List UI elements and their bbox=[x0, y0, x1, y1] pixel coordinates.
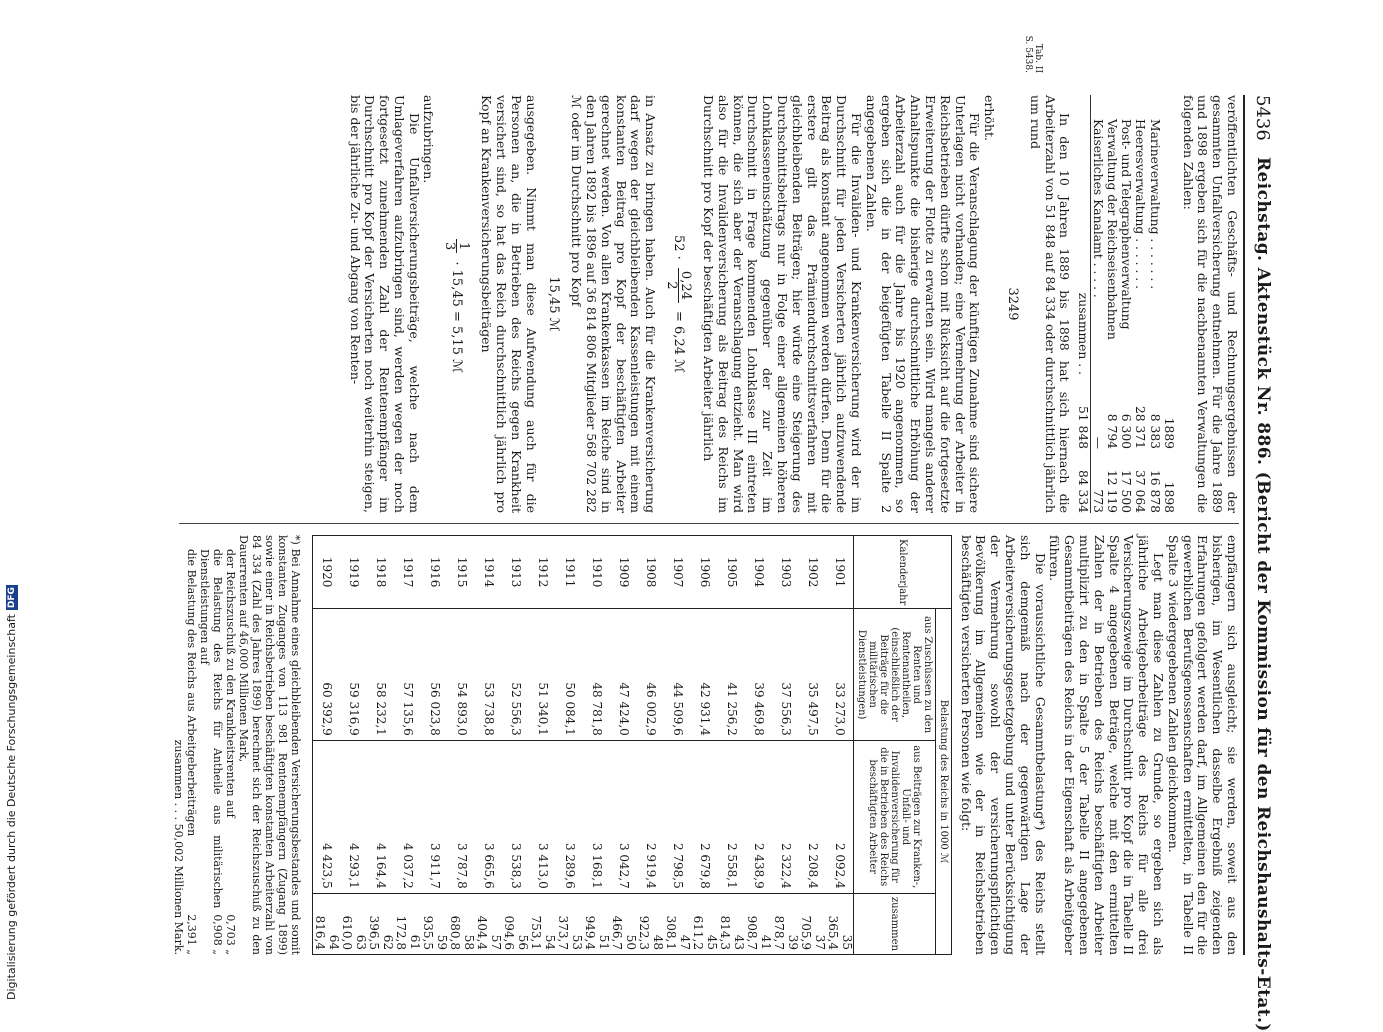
total-cell: 56 094,6 bbox=[502, 893, 529, 954]
table-row bbox=[312, 536, 340, 955]
paragraph: empfängern sich ausgleicht; sie werden, soweit aus den bisherigen, im Wesentlichen dasselbe Ergebniß zeigenden Erfahrungen gefolgert werden darf, im Allgemeinen den für die gewerblichen Berufsgenossenschaften ermittelten, in Tabelle II Spalte 3 wiedergegebenen Zahlen gleichkommen. bbox=[1165, 535, 1240, 955]
table-row bbox=[367, 536, 394, 955]
year-cell: 1905 bbox=[718, 536, 745, 609]
stats-value: 16 878 bbox=[1147, 469, 1162, 513]
table-row bbox=[475, 536, 502, 955]
footnote-value: 2,391 „ bbox=[184, 914, 198, 955]
table-row bbox=[529, 536, 556, 955]
year-cell: 1920 bbox=[312, 536, 340, 609]
total-cell: 64 816,4 bbox=[312, 893, 340, 954]
total-cell: 63 610,0 bbox=[340, 893, 367, 954]
year-cell: 1911 bbox=[556, 536, 583, 609]
contributions-cell: 2 322,4 bbox=[772, 740, 799, 893]
formula-sickness-average: 15,45 ℳ bbox=[546, 276, 562, 332]
stats-label: Heeresverwaltung . . . . . . . bbox=[1133, 119, 1148, 290]
paragraph: Für die Veranschlagung der künftigen Zunahme sind sichere Unterlagen nicht vorhanden; eine Vermehrung der Arbeiter in Reichsbetrieben dürfte schon mit Rücksicht auf die fortgesetzte Erweiterung der Flotte zu erwarten sein. Wird mangels anderer Anhaltspunkte die bisherige durchschnittliche Erhöhung der Arbeiterzahl auch für die Jahre bis 1920 angenommen, so ergeben sich die in der beigefügten Tabelle II Spalte 2 angegebenen Zahlen. bbox=[863, 95, 983, 513]
footnote-total: zusammen . . . 50,002 Millionen Mark. bbox=[171, 739, 185, 955]
footnote-intro: *) Bei Annahme eines gleichbleibenden Versicherungsbestandes und somit konstanten Zuganges von 113 981 Rentenempfängern (Zugang 1899) sowie einer in Reichsbetrieben beschäftigten konstanten Arbeiterzahl von 84 334 (Zahl des Jahres 1899) berechnet sich der Reichszuschuß zu den Dauerrenten auf 46,000 Millionen Mark, bbox=[236, 535, 302, 955]
footnote-line bbox=[198, 535, 224, 955]
formula-invalidity bbox=[665, 95, 692, 513]
table-row bbox=[610, 536, 637, 955]
contributions-cell: 2 679,8 bbox=[691, 740, 718, 893]
total-cell: 50 466,7 bbox=[610, 893, 637, 954]
subsidies-cell: 37 556,3 bbox=[772, 609, 799, 740]
total-cell: 45 611,2 bbox=[691, 893, 718, 954]
paragraph: veröffentlichten Geschäfts- und Rechnungsergebnissen der gesammten Unfallversicherung entnehmen. Für die Jahre 1889 und 1898 ergeben sich für die nachbenannten Verwaltungen die folgenden Zahlen: bbox=[1180, 95, 1240, 513]
table-row bbox=[1090, 95, 1105, 513]
subsidies-cell: 51 340,1 bbox=[529, 609, 556, 740]
stats-label: Marineverwaltung . . . . . . . bbox=[1147, 119, 1162, 290]
total-cell: 51 949,4 bbox=[583, 893, 610, 954]
total-cell: 57 404,4 bbox=[475, 893, 502, 954]
subsidies-cell: 46 002,9 bbox=[637, 609, 664, 740]
stats-label: Verwaltung der Reichseisenbahnen bbox=[1105, 119, 1119, 340]
left-column bbox=[179, 95, 1239, 513]
total-cell: 54 753,1 bbox=[529, 893, 556, 954]
table-row bbox=[340, 536, 367, 955]
fraction-denominator: 2 bbox=[664, 281, 680, 290]
stats-value: 6 300 bbox=[1119, 413, 1134, 449]
contributions-cell: 3 911,7 bbox=[421, 740, 448, 893]
paragraph-end: erhöht. bbox=[982, 95, 998, 141]
subsidies-cell: 58 232,1 bbox=[367, 609, 394, 740]
total-cell: 39 878,7 bbox=[772, 893, 799, 954]
formula-part: · 15,45 = 5,15 ℳ bbox=[449, 261, 465, 374]
year-cell: 1915 bbox=[448, 536, 475, 609]
table-row bbox=[502, 536, 529, 955]
table-row bbox=[583, 536, 610, 955]
contributions-cell: 4 037,2 bbox=[394, 740, 421, 893]
subsidies-cell: 57 135,6 bbox=[394, 609, 421, 740]
contributions-cell: 2 798,5 bbox=[664, 740, 691, 893]
column-header-year: Kalenderjahr bbox=[853, 536, 951, 609]
paragraph: In den 10 Jahren 1889 bis 1898 hat sich hiernach die Arbeiterzahl von 51 848 auf 84 334 oder durchschnittlich jährlich um rund bbox=[1027, 95, 1073, 513]
year-cell: 1919 bbox=[340, 536, 367, 609]
contributions-cell: 3 289,6 bbox=[556, 740, 583, 893]
fraction-numerator: 1 bbox=[457, 239, 471, 253]
contributions-cell: 2 558,1 bbox=[718, 740, 745, 893]
total-cell: 47 308,1 bbox=[664, 893, 691, 954]
subsidies-cell: 60 392,9 bbox=[312, 609, 340, 740]
stats-value: 773 bbox=[1090, 489, 1105, 513]
contributions-cell: 2 092,4 bbox=[826, 740, 854, 893]
subsidies-cell: 50 084,1 bbox=[556, 609, 583, 740]
paragraph: ausgegeben. Nimmt man diese Aufwendung auch für die Personen an, die in Betrieben des Reichs gegen Krankheit versichert sind, so hat das Reich durchschnittlich jährlich pro Kopf an Krankenversicherungsbeiträgen bbox=[479, 95, 539, 513]
contributions-cell: 2 438,9 bbox=[745, 740, 772, 893]
year-cell: 1904 bbox=[745, 536, 772, 609]
table-row bbox=[1133, 95, 1147, 513]
fraction bbox=[665, 268, 692, 303]
paragraph: Für die Invaliden- und Krankenversicherung wird der im Durchschnitt für jeden Versicherten jährlich aufzuwendende Beitrag als konstant angenommen werden dürfen. Denn für die erstere gilt das Prämiendurchschnittsverfahren mit gleichbleibenden Beiträgen; hier würde eine Steigerung des Durchschnittsbeitrags nur in Folge einer allgemeinen höheren Lohnklasseneinschätzung gegenüber der zur Zeit im Durchschnitt in Frage kommenden Lohnklasse III eintreten können, die sich aber der Veranschlagung entzieht. Man wird also für die Invalidenversicherung als Beitrag des Reichs im Durchschnitt pro Kopf der beschäftigten Arbeiter jährlich bbox=[701, 95, 865, 513]
contributions-cell: 3 042,7 bbox=[610, 740, 637, 893]
stats-value: 8 383 bbox=[1147, 413, 1162, 449]
table-row bbox=[1119, 95, 1133, 513]
footnote bbox=[172, 535, 302, 955]
subsidies-cell: 41 256,2 bbox=[718, 609, 745, 740]
year-cell: 1906 bbox=[691, 536, 718, 609]
subsidies-cell: 53 738,8 bbox=[475, 609, 502, 740]
total-cell: 58 680,8 bbox=[448, 893, 475, 954]
year-cell: 1907 bbox=[664, 536, 691, 609]
year-cell: 1912 bbox=[529, 536, 556, 609]
contributions-cell: 3 413,0 bbox=[529, 740, 556, 893]
footnote-line bbox=[185, 535, 198, 955]
fraction-numerator: 0,24 bbox=[678, 268, 692, 303]
year-cell: 1910 bbox=[583, 536, 610, 609]
subsidies-cell: 42 931,4 bbox=[691, 609, 718, 740]
stats-sum-value: 84 334 bbox=[1075, 449, 1090, 513]
margin-note: Tab. II S. 5438. bbox=[1023, 35, 1043, 73]
stats-value: 8 794 bbox=[1105, 413, 1119, 449]
total-cell: 48 922,3 bbox=[637, 893, 664, 954]
stats-value: — bbox=[1090, 436, 1105, 449]
total-cell: 35 365,4 bbox=[826, 893, 854, 954]
total-cell: 53 373,7 bbox=[556, 893, 583, 954]
subsidies-cell: 56 023,8 bbox=[421, 609, 448, 740]
contributions-cell: 4 423,5 bbox=[312, 740, 340, 893]
year-cell: 1914 bbox=[475, 536, 502, 609]
paragraph: in Ansatz zu bringen haben. Auch für die Krankenversicherung darf wegen der gleichbleibenden Kassenleistungen mit einem konstanten Beitrag pro Kopf der beschäftigten Arbeiter gerechnet werden. Von allen Krankenkassen im Reiche sind in den Jahren 1892 bis 1896 auf 36 814 806 Mitglieder 568 702 282 ℳ oder im Durchschnitt pro Kopf bbox=[569, 95, 659, 513]
page-title: Reichstag. Aktenstück Nr. 886. (Bericht der Kommission für den Reichshaushalts-Etat.) bbox=[1253, 157, 1273, 1032]
year-cell: 1917 bbox=[394, 536, 421, 609]
table-row bbox=[799, 536, 826, 955]
subsidies-cell: 54 893,0 bbox=[448, 609, 475, 740]
contributions-cell: 3 538,3 bbox=[502, 740, 529, 893]
subsidies-cell: 33 273,0 bbox=[826, 609, 854, 740]
stats-sum-label: zusammen . . bbox=[1075, 95, 1090, 385]
paragraph: Die Unfallversicherungsbeiträge, welche nach dem Umlageverfahren aufzubringen sind, werden wegen der noch fortgesetzt zunehmenden Zahl der Rentenempfänger im Durchschnitt pro Kopf der Versicherten noch weiterhin steigen, bis der jährliche Zu- und Abgang von Renten- bbox=[347, 95, 422, 513]
contributions-cell: 4 164,4 bbox=[367, 740, 394, 893]
right-column bbox=[171, 535, 1240, 955]
contributions-cell: 2 208,4 bbox=[799, 740, 826, 893]
footnote-value: 0,908 „ bbox=[210, 914, 224, 955]
paragraph: Legt man diese Zahlen zu Grunde, so ergeben sich als jährliche Arbeitgeberbeiträge des Reichs für alle drei Versicherungszweige im Durchschnitt pro Kopf die in Tabelle II Spalte 4 angegebenen Beträge, welche mit den ermittelten Zahlen der in Betrieben des Reichs beschäftigten Arbeiter multiplizirt zu den in Spalte 5 der Tabelle II angegebenen Gesammtbeiträgen des Reichs in der Eigenschaft als Arbeitgeber führen. bbox=[1047, 535, 1167, 955]
subsidies-cell: 52 556,3 bbox=[502, 609, 529, 740]
stats-value: 17 500 bbox=[1119, 469, 1134, 513]
statistics-table bbox=[1075, 95, 1175, 513]
column-header-total: zusammen bbox=[853, 893, 935, 954]
column-divider bbox=[179, 523, 1239, 524]
stats-label: Post- und Telegraphenverwaltung bbox=[1119, 119, 1134, 330]
stats-value: 12 119 bbox=[1105, 469, 1119, 513]
table-row bbox=[718, 536, 745, 955]
formula-part: = 6,24 ℳ bbox=[671, 311, 687, 374]
footnote-label: die Belastung des Reichs aus Arbeitgeberbeiträgen bbox=[184, 549, 198, 837]
stats-sum-row bbox=[1075, 95, 1090, 513]
column-header-subsidies: aus Zuschüssen zu den Renten und Rentenantheilen, (einschließlich der Beiträge für die militärischen Dienstleistungen) bbox=[853, 609, 935, 740]
table-row bbox=[421, 536, 448, 955]
document-page bbox=[165, 35, 1275, 1032]
table-row bbox=[637, 536, 664, 955]
table-row bbox=[772, 536, 799, 955]
subsidies-cell: 39 469,8 bbox=[745, 609, 772, 740]
year-cell: 1908 bbox=[637, 536, 664, 609]
subsidies-cell: 48 781,8 bbox=[583, 609, 610, 740]
page-header bbox=[1247, 95, 1275, 1032]
footnote-value: 0,703 „ bbox=[223, 914, 237, 955]
year-cell: 1918 bbox=[367, 536, 394, 609]
stats-value: 37 064 bbox=[1133, 469, 1148, 513]
subsidies-cell: 59 316,9 bbox=[340, 609, 367, 740]
subsidies-cell: 35 497,5 bbox=[799, 609, 826, 740]
page-number: 5436 bbox=[1252, 95, 1273, 141]
table-row bbox=[826, 536, 854, 955]
year-cell: 1909 bbox=[610, 536, 637, 609]
fraction bbox=[444, 239, 471, 253]
table-row bbox=[1147, 95, 1161, 513]
table-row bbox=[448, 536, 475, 955]
year-cell: 1913 bbox=[502, 536, 529, 609]
formula-sickness-contribution bbox=[444, 95, 471, 513]
subsidies-cell: 44 509,6 bbox=[664, 609, 691, 740]
total-cell: 62 396,5 bbox=[367, 893, 394, 954]
footnote-label: der Reichszuschuß zu den Krankheitsrenten auf bbox=[223, 549, 237, 818]
contributions-cell: 3 787,8 bbox=[448, 740, 475, 893]
dfg-logo: DFG bbox=[7, 587, 17, 609]
column-header-contributions: aus Beiträgen zur Kranken-, Unfall- und Invalidenversicherung für die in Betrieben des Reichs beschäftigten Arbeiter bbox=[853, 740, 935, 893]
paragraph: Die voraussichtliche Gesammtbelastung*) des Reichs stellt sich demgemäß nach der gegenwärtigen Lage der Arbeiterversicherungsgesetzgebung und unter Berücksichtigung der Vermehrung sowohl der versicherungspflichtigen Bevölkerung im Allgemeinen wie der in Reichsbetrieben beschäftigten versicherten Personen wie folgt: bbox=[958, 535, 1048, 955]
footer-credit bbox=[0, 0, 24, 1000]
total-cell: 43 814,3 bbox=[718, 893, 745, 954]
table-row bbox=[556, 536, 583, 955]
total-cell: 37 705,9 bbox=[799, 893, 826, 954]
header-rule bbox=[1243, 95, 1245, 955]
table-row bbox=[745, 536, 772, 955]
burden-table bbox=[312, 535, 952, 955]
table-row bbox=[394, 536, 421, 955]
year-cell: 1902 bbox=[799, 536, 826, 609]
total-cell: 61 172,8 bbox=[394, 893, 421, 954]
table-row bbox=[664, 536, 691, 955]
subsidies-cell: 47 424,0 bbox=[610, 609, 637, 740]
super-header: Belastung des Reichs in 1000 ℳ bbox=[935, 609, 951, 955]
fraction-denominator: 3 bbox=[442, 241, 458, 251]
footnote-label: die Belastung des Reichs für Antheile aus militärischen Dienstleistungen auf bbox=[197, 549, 224, 909]
stats-value: 28 371 bbox=[1133, 405, 1148, 449]
result-value: 3249 bbox=[1005, 287, 1020, 321]
total-cell: 41 908,7 bbox=[745, 893, 772, 954]
table-row bbox=[691, 536, 718, 955]
stats-header-1898: 1898 bbox=[1161, 481, 1176, 513]
stats-label: Kaiserliches Kanalamt . . . . . bbox=[1090, 119, 1105, 298]
paragraph-end: aufzubringen. bbox=[421, 95, 437, 184]
contributions-cell: 4 293,1 bbox=[340, 740, 367, 893]
contributions-cell: 3 665,6 bbox=[475, 740, 502, 893]
year-cell: 1901 bbox=[826, 536, 854, 609]
contributions-cell: 2 919,4 bbox=[637, 740, 664, 893]
total-cell: 59 935,5 bbox=[421, 893, 448, 954]
stats-header-1889: 1889 bbox=[1161, 417, 1176, 449]
footer-credit-text: Digitalisierung gefördert durch die Deutsche Forschungsgemeinschaft bbox=[5, 614, 18, 1000]
year-cell: 1903 bbox=[772, 536, 799, 609]
formula-part: 52 · bbox=[671, 234, 687, 260]
year-cell: 1916 bbox=[421, 536, 448, 609]
stats-sum-value: 51 848 bbox=[1075, 385, 1090, 449]
contributions-cell: 3 168,1 bbox=[583, 740, 610, 893]
footnote-line bbox=[224, 535, 237, 955]
table-row bbox=[1105, 95, 1119, 513]
